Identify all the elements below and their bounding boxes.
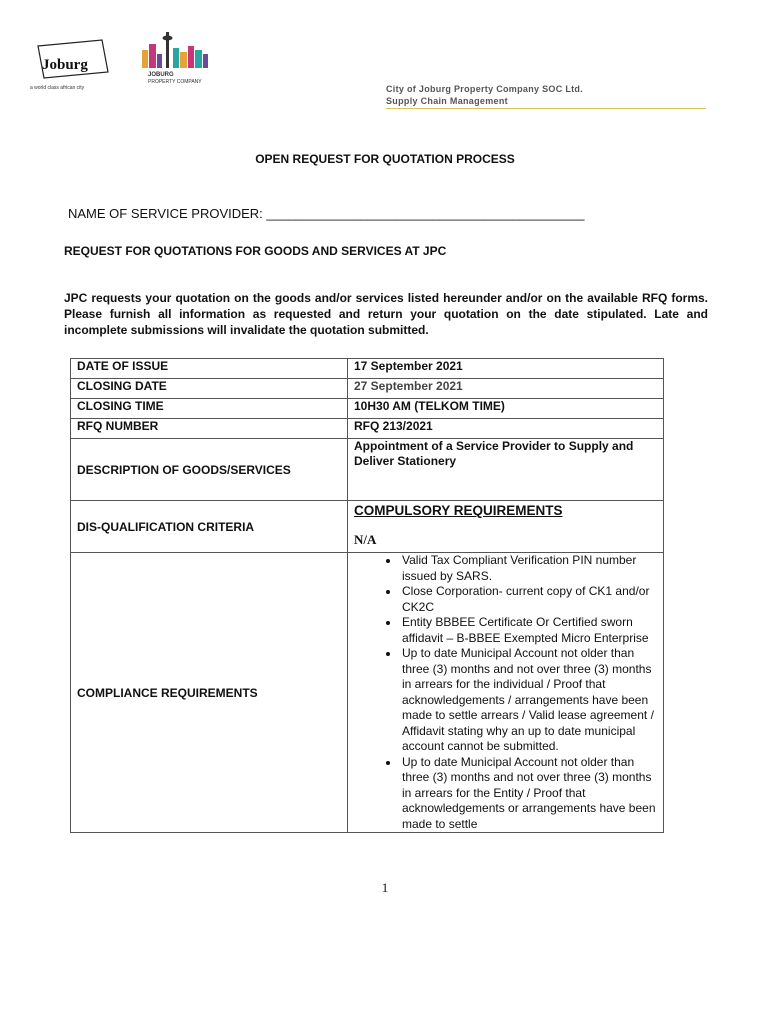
intro-paragraph: JPC requests your quotation on the goods and/or services listed hereunder and/or on the available RFQ forms. Please furnish all information as requested and return your quotation on the date stipulated. Late and incomplete submissions will invalidate the quotation submitted. [64, 291, 708, 337]
rfq-number-value: RFQ 213/2021 [348, 419, 664, 439]
compliance-list [354, 553, 657, 832]
section-heading: REQUEST FOR QUOTATIONS FOR GOODS AND SERVICES AT JPC [64, 244, 447, 258]
table-row [71, 501, 664, 553]
date-of-issue-value: 17 September 2021 [348, 359, 664, 379]
table-row [71, 553, 664, 833]
header-divider [386, 108, 706, 109]
jpc-name: JOBURG [148, 72, 174, 78]
joburg-logo [30, 38, 110, 91]
table-row [71, 359, 664, 379]
closing-date-value: 27 September 2021 [348, 379, 664, 399]
table-row [71, 379, 664, 399]
page-number: 1 [381, 880, 389, 895]
table-row [71, 419, 664, 439]
list-item: • Valid Tax Compliant Verification PIN number issued by SARS. [400, 553, 657, 584]
header-block [386, 83, 583, 107]
list-item: • Up to date Municipal Account not older than three (3) months and not over three (3) months in arrears for the individual / Proof that acknowledgements / arrangements have been made to settle arrears / Valid lease agreement / Affidavit stating why an up to date municipal account cannot be submitted. [400, 646, 657, 755]
list-item: • Entity BBBEE Certificate Or Certified sworn affidavit – B-BBEE Exempted Micro Enterprise [400, 615, 657, 646]
rfq-number-label: RFQ NUMBER [71, 419, 348, 439]
company-name: City of Joburg Property Company SOC Ltd. [386, 84, 584, 94]
document-title: OPEN REQUEST FOR QUOTATION PROCESS [255, 152, 515, 166]
description-value: Appointment of a Service Provider to Supply and Deliver Stationery [348, 439, 664, 501]
table-row [71, 439, 664, 501]
compulsory-requirements-heading: COMPULSORY REQUIREMENTS [354, 503, 563, 518]
list-item: • Up to date Municipal Account not older than three (3) months and not over three (3) months in arrears for the Entity / Proof that acknowledgements or arrangements have been made to settle [400, 755, 657, 833]
compliance-label: COMPLIANCE REQUIREMENTS [71, 553, 348, 833]
disqualification-cell [348, 501, 664, 553]
closing-date-label: CLOSING DATE [71, 379, 348, 399]
joburg-tagline: a world class african city [30, 85, 85, 91]
closing-time-label: CLOSING TIME [71, 399, 348, 419]
rfq-details-table [70, 358, 664, 833]
department-name: Supply Chain Management [386, 96, 508, 106]
joburg-wordmark: Joburg [42, 57, 88, 73]
table-row [71, 399, 664, 419]
date-of-issue-label: DATE OF ISSUE [71, 359, 348, 379]
description-label: DESCRIPTION OF GOODS/SERVICES [71, 439, 348, 501]
jpc-logo [138, 28, 218, 86]
service-provider-line: NAME OF SERVICE PROVIDER: ____________________________________________ [68, 206, 585, 221]
jpc-subname: PROPERTY COMPANY [148, 79, 202, 85]
list-item: • Close Corporation- current copy of CK1 and/or CK2C [400, 584, 657, 615]
disqualification-label: DIS-QUALIFICATION CRITERIA [71, 501, 348, 553]
disqualification-value: N/A [354, 532, 377, 547]
compliance-cell [348, 553, 664, 833]
closing-time-value: 10H30 AM (TELKOM TIME) [348, 399, 664, 419]
